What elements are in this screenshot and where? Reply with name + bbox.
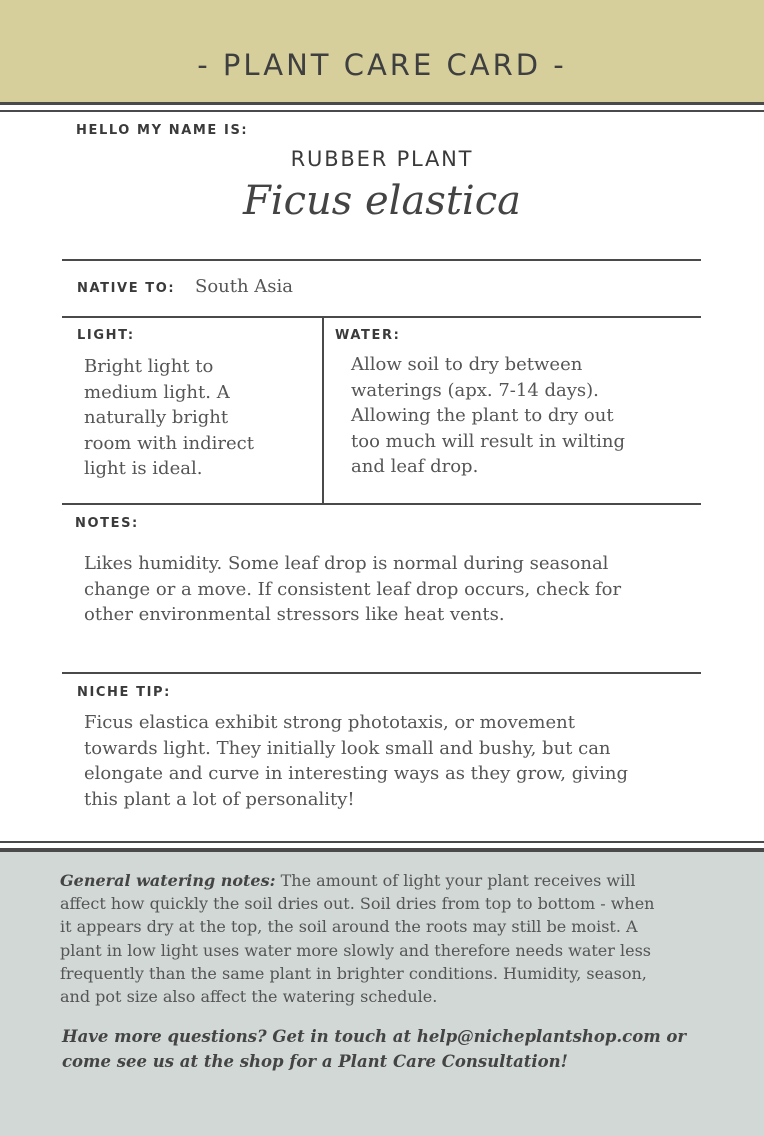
water-line: Allowing the plant to dry out: [351, 405, 614, 426]
water-label: WATER:: [335, 328, 401, 343]
latin-name: Ficus elastica: [243, 178, 521, 224]
watering-line: [60, 869, 710, 892]
cta-line: come see us at the shop for a Plant Care Consultation!: [62, 1052, 568, 1071]
watering-first-line: The amount of light your plant receives will: [280, 871, 636, 890]
notes-line: Likes humidity. Some leaf drop is normal during seasonal: [84, 553, 609, 574]
watering-line: affect how quickly the soil dries out. Soil dries from top to bottom - when: [60, 894, 655, 914]
header-rule-thin: [0, 110, 764, 112]
light-line: medium light. A: [84, 381, 230, 403]
divider-care-top: [62, 316, 701, 318]
watering-line: plant in low light uses water more slowly and therefore needs water less: [60, 940, 652, 960]
water-line: Allow soil to dry between: [351, 354, 583, 375]
divider-notes-top: [62, 503, 701, 505]
water-text: [351, 352, 701, 480]
light-text: [84, 354, 314, 482]
native-value: South Asia: [195, 276, 294, 297]
common-name: RUBBER PLANT: [290, 147, 474, 171]
divider-care-vertical: [322, 316, 324, 504]
water-line: waterings (apx. 7-14 days).: [351, 379, 599, 401]
niche-tip-line: Ficus elastica exhibit strong phototaxis, or movement: [84, 712, 575, 733]
water-line: too much will result in wilting: [351, 430, 625, 452]
watering-line: frequently than the same plant in brighter conditions. Humidity, season,: [60, 963, 647, 983]
notes-text: [84, 551, 704, 628]
light-line: naturally bright: [84, 407, 229, 428]
header-rule-thick: [0, 102, 764, 105]
cta-line: Have more questions? Get in touch at help@nicheplantshop.com or: [62, 1027, 687, 1046]
niche-tip-text: [84, 710, 704, 812]
notes-line: change or a move. If consistent leaf drop occurs, check for: [84, 578, 622, 600]
native-label: NATIVE TO:: [77, 281, 176, 296]
watering-line: and pot size also affect the watering schedule.: [60, 987, 438, 1007]
light-label: LIGHT:: [77, 328, 135, 343]
notes-label: NOTES:: [75, 516, 139, 531]
divider-native-top: [62, 259, 701, 261]
niche-tip-line: elongate and curve in interesting ways as they grow, giving: [84, 763, 629, 784]
contact-cta: [62, 1024, 712, 1074]
watering-heading: General watering notes:: [60, 871, 276, 890]
niche-tip-line: towards light. They initially look small and bushy, but can: [84, 737, 611, 759]
divider-tip-top: [62, 672, 701, 674]
card-title: - PLANT CARE CARD -: [197, 48, 567, 82]
footer-rule-thin: [0, 841, 764, 843]
watering-line: it appears dry at the top, the soil around the roots may still be moist. A: [60, 917, 638, 937]
niche-tip-line: this plant a lot of personality!: [84, 788, 355, 810]
water-line: and leaf drop.: [351, 456, 479, 477]
notes-line: other environmental stressors like heat vents.: [84, 604, 505, 625]
niche-tip-label: NICHE TIP:: [77, 685, 171, 700]
light-line: room with indirect: [84, 432, 254, 454]
footer-rule-thick: [0, 848, 764, 852]
hello-label: HELLO MY NAME IS:: [76, 123, 249, 138]
watering-notes: [60, 869, 710, 1008]
light-line: Bright light to: [84, 356, 214, 377]
light-line: light is ideal.: [84, 458, 203, 479]
